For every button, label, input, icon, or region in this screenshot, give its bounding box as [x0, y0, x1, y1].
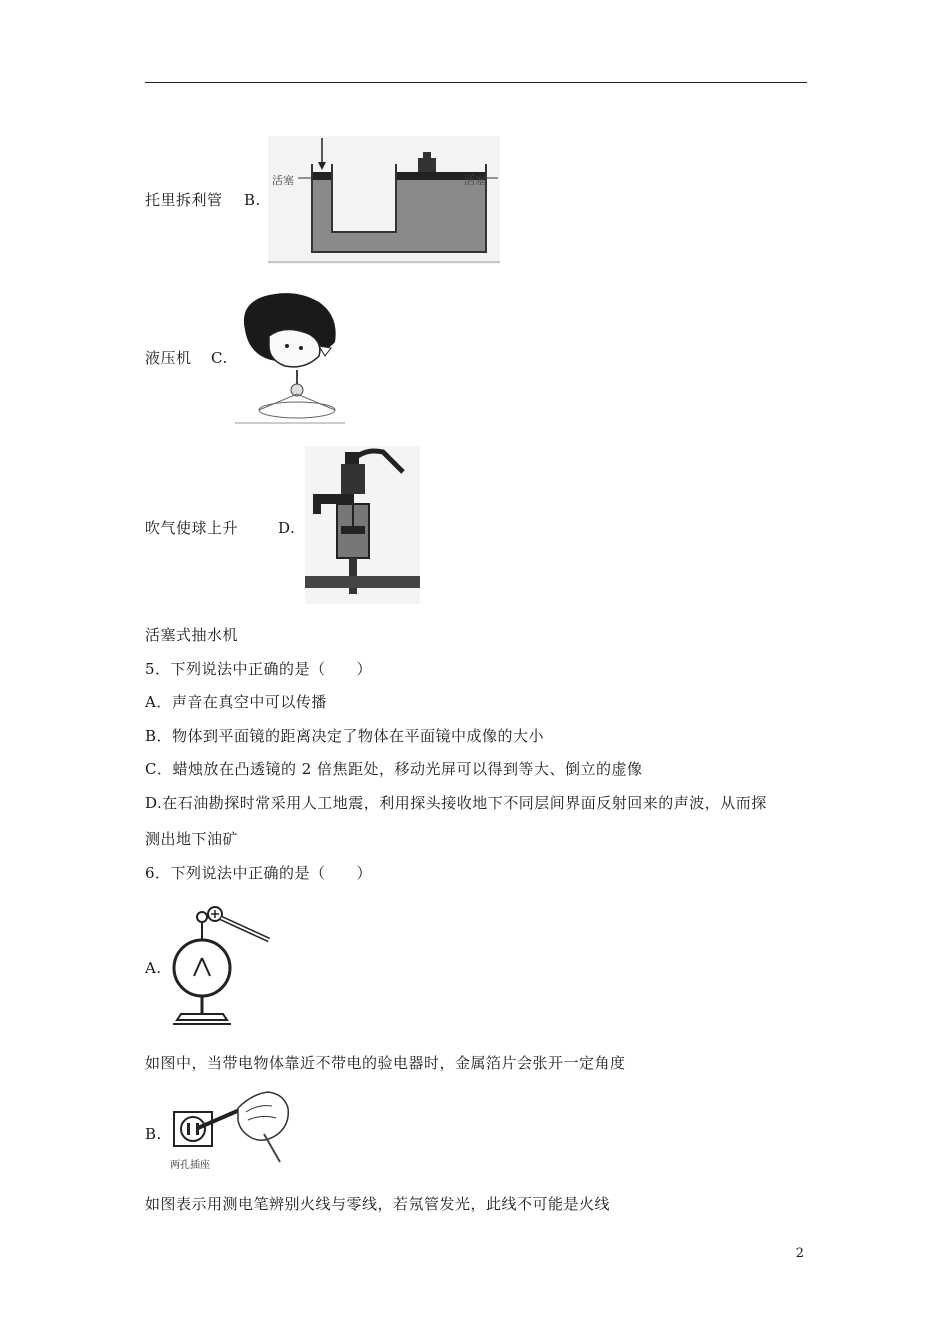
q6-stem: 6．下列说法中正确的是（ ） — [145, 864, 373, 882]
q6-option-b-letter: B. — [145, 1125, 162, 1143]
socket-label: 两孔插座 — [170, 1160, 210, 1171]
option-a-caption: 托里拆利管 — [145, 191, 223, 209]
option-c-caption: 吹气使球上升 — [145, 519, 239, 537]
piston-label-right: 活塞 — [464, 174, 486, 187]
option-d-caption: 活塞式抽水机 — [145, 626, 239, 644]
test-pen-socket-figure — [168, 1088, 298, 1173]
electroscope-figure — [165, 900, 275, 1030]
q6-option-a-caption: 如图中，当带电物体靠近不带电的验电器时，金属箔片会张开一定角度 — [145, 1054, 626, 1072]
q6-option-b-caption: 如图表示用测电笔辨别火线与零线，若氖管发光，此线不可能是火线 — [145, 1195, 611, 1213]
option-b-caption: 液压机 — [145, 349, 192, 367]
option-d-letter: D. — [278, 519, 296, 537]
q5-option-d-line2: 测出地下油矿 — [145, 830, 239, 848]
piston-pump-figure — [305, 446, 420, 604]
hydraulic-press-figure — [268, 136, 500, 264]
q6-option-a-letter: A. — [145, 959, 162, 977]
page-number: 2 — [795, 1246, 804, 1261]
header-rule — [145, 82, 807, 83]
blow-ball-figure — [235, 290, 345, 425]
q5-option-c: C．蜡烛放在凸透镜的 2 倍焦距处，移动光屏可以得到等大、倒立的虚像 — [145, 760, 643, 778]
q5-option-b: B．物体到平面镜的距离决定了物体在平面镜中成像的大小 — [145, 727, 545, 745]
q5-stem: 5．下列说法中正确的是（ ） — [145, 660, 373, 678]
option-b-letter: B. — [244, 191, 261, 209]
piston-label-left: 活塞 — [272, 174, 294, 187]
q5-option-a: A．声音在真空中可以传播 — [145, 693, 327, 711]
q5-option-d-line1: D.在石油勘探时常采用人工地震，利用探头接收地下不同层间界面反射回来的声波，从而探 — [145, 794, 767, 812]
option-c-letter: C. — [211, 349, 228, 367]
